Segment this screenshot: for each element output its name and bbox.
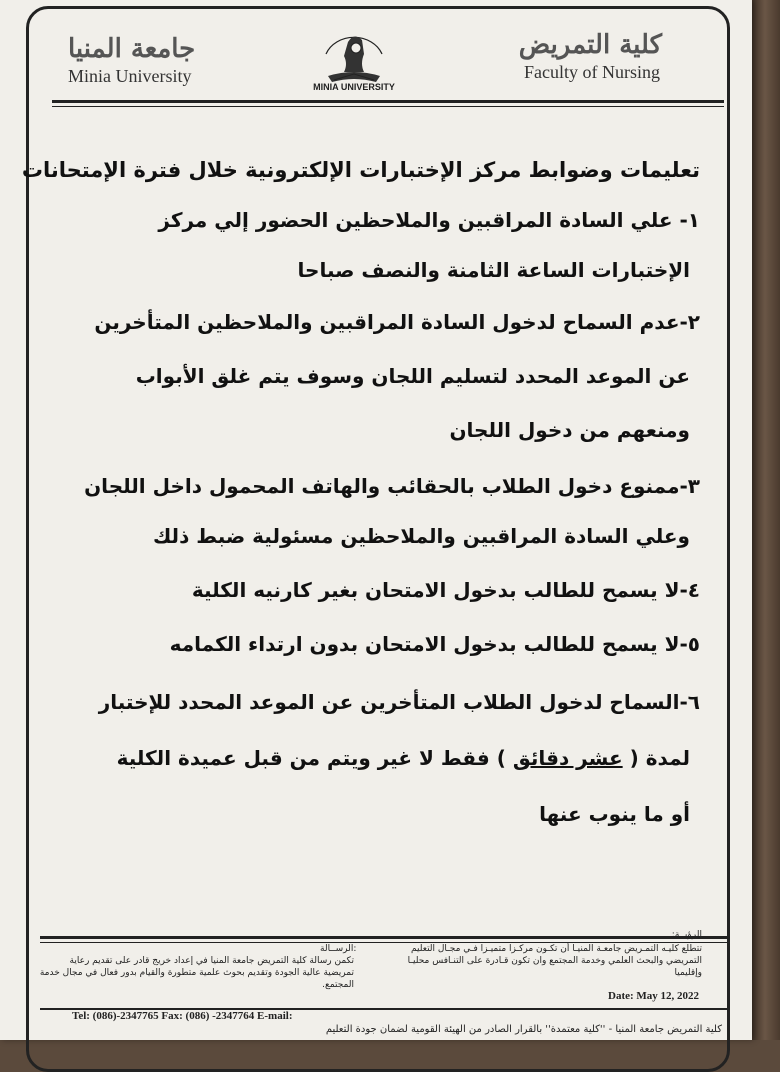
footer-divider (40, 936, 728, 939)
header-divider-thin (52, 106, 724, 107)
university-name-arabic: جامعة المنيا (68, 34, 196, 64)
vision-label: الرؤيــة: (671, 930, 702, 940)
document-title: تعليمات وضوابط مركز الإختبارات الإلكترونية خلال فترة الإمتحانات (21, 158, 700, 182)
accreditation-note: كلية التمريض جامعة المنيا - ''كلية معتمدة'' بالقرار الصادر من الهيئة القومية لضمان جودة التعليم (325, 1024, 722, 1035)
university-name-english: Minia University (68, 66, 192, 86)
instruction-line-7: وعلي السادة المراقبين والملاحظين مسئولية ضبط ذلك (152, 524, 690, 548)
seal-caption: MINIA UNIVERSITY (313, 82, 395, 92)
footer-divider-thin (40, 942, 728, 943)
instruction-line-10: ٦-السماح لدخول الطلاب المتأخرين عن الموعد المحدد للإختبار (98, 690, 700, 714)
instruction-line-12: أو ما ينوب عنها (539, 802, 690, 826)
instruction-line-9: ٥-لا يسمح للطالب بدخول الامتحان بدون ارتداء الكمامه (169, 632, 700, 656)
instruction-line-3: ٢-عدم السماح لدخول السادة المراقبين والملاحظين المتأخرين (94, 310, 700, 334)
instruction-line-8: ٤-لا يسمح للطالب بدخول الامتحان بغير كارنيه الكلية (191, 578, 700, 602)
header-divider (52, 100, 724, 103)
footer-bottom-divider (40, 1008, 728, 1010)
mission-text-1: تكمن رسالة كلية التمريض جامعة المنيا في إعداد خريج قادر على تقديم رعاية (69, 956, 354, 966)
mission-text-3: المجتمع. (322, 980, 354, 990)
mission-text-2: تمريضية عالية الجودة وتقديم بحوث علمية متطورة والقيام بدور فعال في مجال خدمة (39, 968, 354, 978)
contact-info: Tel: (086)-2347765 Fax: (086) -2347764 E-mail: (72, 1010, 293, 1022)
duration-suffix: ) فقط لا غير ويتم من قبل عميدة الكلية (116, 746, 506, 770)
document-date: Date: May 12, 2022 (608, 990, 700, 1002)
instruction-line-11 (117, 746, 690, 770)
vision-text-1: تتطلع كليـه التمـريض جامعـة المنيـا أن تكـون مركـزا متميـزا فـي مجـال التعليم (411, 944, 702, 954)
letterhead (40, 20, 710, 110)
instruction-line-2: الإختبارات الساعة الثامنة والنصف صباحا (297, 258, 690, 282)
instruction-line-1: ١- علي السادة المراقبين والملاحظين الحضور إلي مركز (158, 208, 700, 232)
instruction-line-6: ٣-ممنوع دخول الطلاب بالحقائب والهاتف المحمول داخل اللجان (84, 474, 700, 498)
instruction-line-4: عن الموعد المحدد لتسليم اللجان وسوف يتم غلق الأبواب (135, 364, 690, 388)
instruction-line-5: ومنعهم من دخول اللجان (449, 418, 690, 442)
vision-text-3: وإقليميا (674, 968, 702, 978)
duration-underlined: عشر دقائق (512, 746, 623, 770)
duration-prefix: لمدة ( (629, 746, 690, 770)
desk-background (750, 0, 780, 1040)
faculty-name-english: Faculty of Nursing (524, 62, 660, 82)
faculty-name-arabic: كلية التمريض (518, 30, 662, 60)
vision-text-2: التمريضي والبحث العلمي وخدمة المجتمع وان تكون قـادرة على التنـافس محليـا (407, 956, 702, 966)
mission-label: الرســالة: (320, 944, 357, 954)
